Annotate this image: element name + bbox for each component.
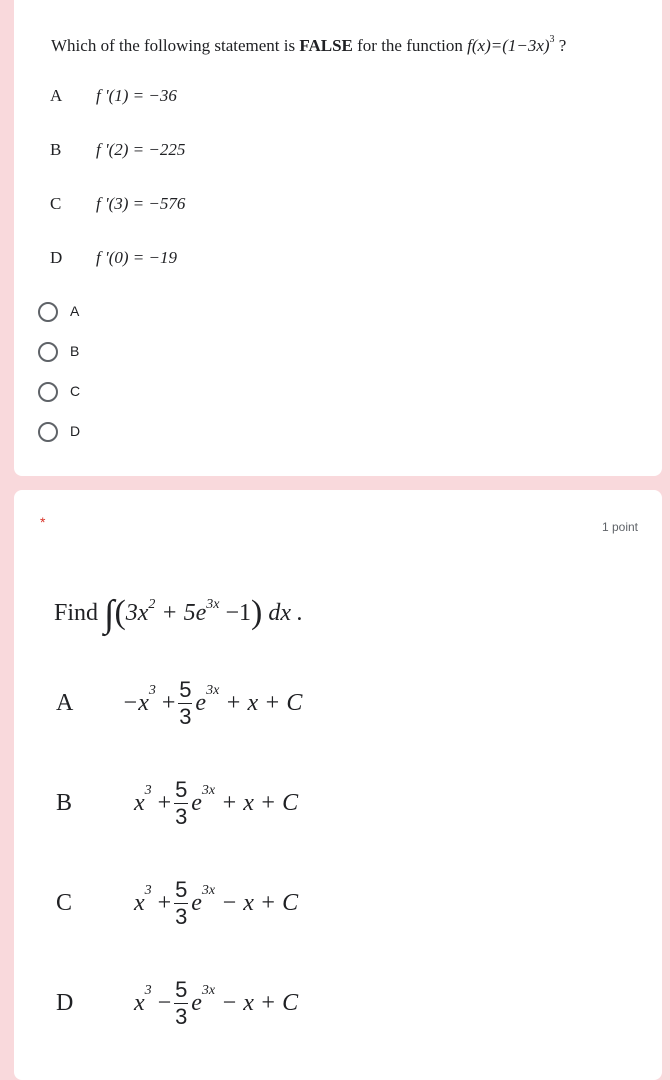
radio-label: C [70,383,81,399]
answer-lead-exp: 3 [144,883,152,898]
radio-circle[interactable] [38,422,58,442]
answer-d [14,968,434,1058]
question-1-text [51,36,566,56]
answer-a [14,668,434,758]
integrand-term-c: −1 [219,600,252,626]
fraction-numerator: 5 [179,676,192,702]
statement-expression: f '(3) = −576 [96,194,186,213]
answer-expression [122,668,302,738]
answer-lead-exp: 3 [144,783,152,798]
fraction-numerator: 5 [175,976,188,1002]
integrand-term-b: + 5e [155,600,207,626]
answer-lead: x [134,789,145,816]
radio-circle[interactable] [38,382,58,402]
function-expression: f(x)=(1−3x) [467,36,550,55]
answer-b [14,768,434,858]
question-card-1 [14,0,662,476]
answer-operator: + [157,789,172,816]
answer-lead-exp: 3 [144,983,152,998]
answer-letter: A [56,690,74,716]
answer-e-exp: 3x [201,883,216,898]
answer-letter: D [56,990,74,1016]
statement-expression: f '(2) = −225 [96,140,186,159]
function-exponent: 3 [549,34,555,45]
radio-option-b[interactable] [38,340,338,368]
statement-letter: C [50,194,62,213]
points-label: 1 point [601,520,638,534]
answer-letter: C [56,890,73,916]
answer-operator: + [161,689,176,716]
answer-e: e [195,689,207,716]
radio-label: A [70,303,80,319]
statement-b [14,136,314,166]
answer-tail: + x + C [225,689,303,716]
statement-letter: B [50,140,62,159]
question-prefix: Which of the following statement is [51,36,300,55]
answer-letter: B [56,790,73,816]
radio-option-c[interactable] [38,380,338,408]
question-card-2 [14,490,662,1080]
answer-tail: − x + C [221,989,299,1016]
answer-expression [134,968,298,1038]
answer-tail: − x + C [221,889,299,916]
statement-expression: f ′(0) = −19 [96,248,177,267]
answer-e-exp: 3x [201,983,216,998]
fraction [174,778,188,829]
fraction-denominator: 3 [175,903,188,929]
fraction-numerator: 5 [175,776,188,802]
fraction [178,678,192,729]
fraction-denominator: 3 [175,1003,188,1029]
answer-e: e [191,889,202,916]
find-label: Find [54,600,99,626]
required-marker: * [40,514,46,530]
radio-option-a[interactable] [38,300,338,328]
answer-e-exp: 3x [206,683,220,698]
integrand-term-a: 3x [125,600,149,626]
statement-a [14,82,314,112]
answer-operator: − [157,989,172,1016]
answer-tail: + x + C [221,789,299,816]
fraction [174,878,188,929]
statement-letter: A [50,86,63,105]
statement-c [14,190,314,220]
statement-letter: D [50,248,63,267]
fraction-denominator: 3 [179,703,192,729]
integrand-exponent-a: 2 [148,597,156,612]
radio-option-d[interactable] [38,420,338,448]
answer-e: e [191,789,202,816]
fraction [174,978,188,1029]
answer-operator: + [157,889,172,916]
differential: dx . [262,600,304,626]
statement-expression: f '(1) = −36 [96,86,177,105]
radio-label: B [70,343,80,359]
answer-e: e [191,989,202,1016]
radio-circle[interactable] [38,342,58,362]
fraction-denominator: 3 [175,803,188,829]
answer-lead: x [134,989,145,1016]
answer-expression [134,868,298,938]
question-bold-word: FALSE [299,36,353,55]
statement-d [14,244,314,274]
radio-label: D [70,423,81,439]
answer-c [14,868,434,958]
fraction-numerator: 5 [175,876,188,902]
answer-expression [134,768,298,838]
answer-lead: x [134,889,145,916]
answer-lead-exp: 3 [148,683,156,698]
integral-sign: ∫ [104,593,115,635]
answer-lead: −x [122,689,149,716]
radio-circle[interactable] [38,302,58,322]
question-end: ? [554,36,567,55]
answer-e-exp: 3x [201,783,216,798]
question-2-text: Find $\int(3x^2 + 5e^{3x} -1)$ dx . [54,593,304,635]
integrand-exponent-b: 3x [206,597,220,612]
question-suffix: for the function [352,36,468,55]
